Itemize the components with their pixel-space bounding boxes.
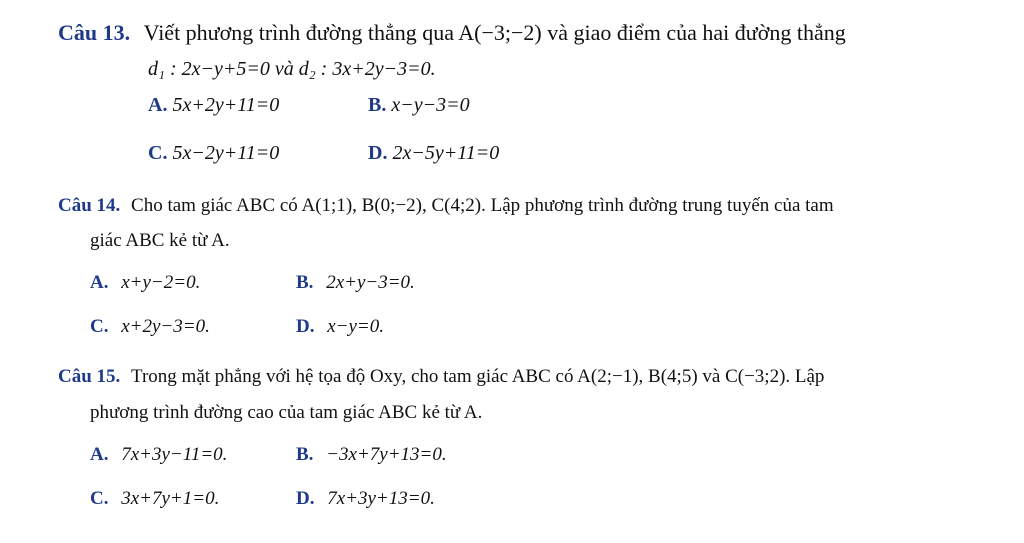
- option-label: D.: [368, 142, 388, 164]
- option-label: D.: [296, 488, 315, 509]
- option-text: 7x+3y−11=0.: [121, 444, 228, 465]
- option-label: D.: [296, 316, 315, 337]
- option-text: x−y=0.: [327, 316, 384, 337]
- option-label: C.: [148, 142, 168, 164]
- question-13-option-a[interactable]: [148, 94, 279, 117]
- question-14-option-a[interactable]: [90, 272, 200, 294]
- question-15-text: Trong mặt phẳng với hệ tọa độ Oxy, cho tam giác ABC có A(2;−1), B(4;5) và C(−3;2). Lập: [131, 366, 825, 387]
- question-14-option-d[interactable]: [296, 316, 384, 338]
- option-text: x+2y−3=0.: [121, 316, 210, 337]
- option-text: 5x+2y+11=0: [172, 94, 280, 116]
- option-text: 3x+7y+1=0.: [121, 488, 220, 509]
- question-13-line1: [58, 20, 846, 46]
- question-15-line1: [58, 366, 824, 388]
- option-text: −3x+7y+13=0.: [326, 444, 447, 465]
- option-label: B.: [296, 272, 314, 293]
- option-text: 2x−5y+11=0: [392, 142, 500, 164]
- option-text: x+y−2=0.: [121, 272, 201, 293]
- question-15-option-a[interactable]: [90, 444, 227, 466]
- option-label: B.: [368, 94, 387, 116]
- question-14-text: Cho tam giác ABC có A(1;1), B(0;−2), C(4;2). Lập phương trình đường trung tuyến của tam: [131, 195, 834, 216]
- question-14-option-b[interactable]: [296, 272, 415, 294]
- question-14-option-c[interactable]: [90, 316, 210, 338]
- question-13-option-b[interactable]: [368, 94, 470, 117]
- option-label: C.: [90, 488, 109, 509]
- option-label: B.: [296, 444, 314, 465]
- option-label: A.: [90, 272, 109, 293]
- option-label: A.: [90, 444, 109, 465]
- option-text: 7x+3y+13=0.: [327, 488, 435, 509]
- question-15-number: Câu 15.: [58, 366, 121, 387]
- question-13-text: Viết phương trình đường thẳng qua A(−3;−2) và giao điểm của hai đường thẳng: [143, 20, 846, 45]
- question-13-line2: d₁ : 2x−y+5=0 và d₂ : 3x+2y−3=0.: [148, 58, 436, 80]
- question-15-option-d[interactable]: [296, 488, 435, 510]
- question-14-line2: giác ABC kẻ từ A.: [90, 230, 230, 251]
- option-text: 2x+y−3=0.: [326, 272, 415, 293]
- question-14-number: Câu 14.: [58, 195, 121, 216]
- question-13-option-d[interactable]: [368, 142, 499, 165]
- option-label: C.: [90, 316, 109, 337]
- question-13-number: Câu 13.: [58, 20, 131, 45]
- option-text: 5x−2y+11=0: [172, 142, 280, 164]
- question-15-line2: phương trình đường cao của tam giác ABC kẻ từ A.: [90, 402, 483, 423]
- question-14-line1: [58, 195, 834, 217]
- option-label: A.: [148, 94, 168, 116]
- option-text: x−y−3=0: [391, 94, 470, 116]
- question-15-option-b[interactable]: [296, 444, 447, 466]
- question-13-option-c[interactable]: [148, 142, 279, 165]
- question-15-option-c[interactable]: [90, 488, 219, 510]
